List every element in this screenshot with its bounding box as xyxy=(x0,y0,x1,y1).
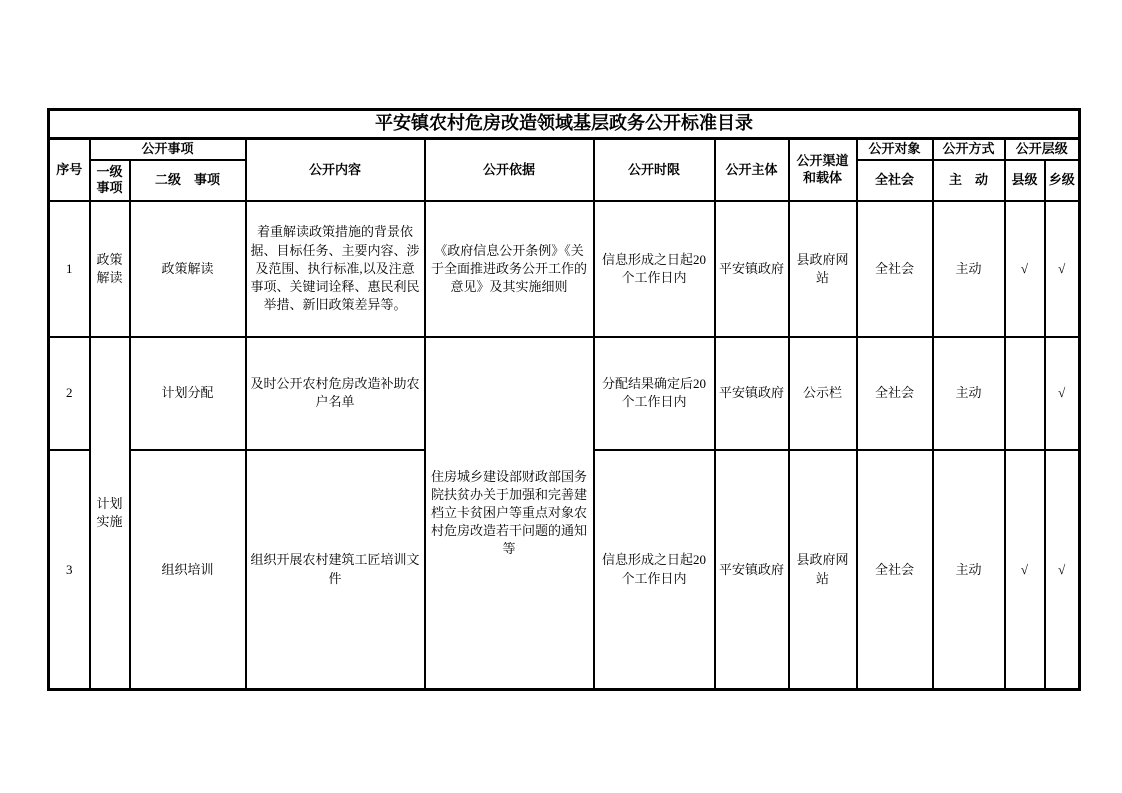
header-items-group: 公开事项 xyxy=(90,139,246,160)
cell-row3-method: 主动 xyxy=(933,450,1005,690)
header-channel: 公开渠道和载体 xyxy=(789,139,857,201)
cell-row1-basis: 《政府信息公开条例》《关于全面推进政务公开工作的意见》及其实施细则 xyxy=(425,201,594,337)
table-row xyxy=(49,201,1080,337)
header-township: 乡级 xyxy=(1045,160,1080,201)
disclosure-standard-table xyxy=(47,108,1081,691)
cell-row1-audience: 全社会 xyxy=(857,201,933,337)
cell-row1-no: 1 xyxy=(49,201,90,337)
cell-row1-level2: 政策解读 xyxy=(130,201,246,337)
cell-row2-township-check: √ xyxy=(1045,337,1080,450)
table-row xyxy=(49,337,1080,450)
header-level2: 二级 事项 xyxy=(130,160,246,201)
cell-row3-content: 组织开展农村建筑工匠培训文件 xyxy=(246,450,425,690)
cell-row3-level2: 组织培训 xyxy=(130,450,246,690)
cell-row1-method: 主动 xyxy=(933,201,1005,337)
cell-row3-no: 3 xyxy=(49,450,90,690)
cell-row2-county-check xyxy=(1005,337,1045,450)
header-county: 县级 xyxy=(1005,160,1045,201)
cell-row3-audience: 全社会 xyxy=(857,450,933,690)
cell-row2-method: 主动 xyxy=(933,337,1005,450)
header-subject: 公开主体 xyxy=(715,139,789,201)
cell-row3-county-check: √ xyxy=(1005,450,1045,690)
header-content: 公开内容 xyxy=(246,139,425,201)
header-level1: 一级事项 xyxy=(90,160,130,201)
cell-row3-subject: 平安镇政府 xyxy=(715,450,789,690)
cell-row1-time-limit: 信息形成之日起20个工作日内 xyxy=(594,201,715,337)
cell-row3-township-check: √ xyxy=(1045,450,1080,690)
cell-row1-level1: 政策解读 xyxy=(90,201,130,337)
cell-row2-basis-merged: 住房城乡建设部财政部国务院扶贫办关于加强和完善建档立卡贫困户等重点对象农村危房改造若干问题的通知等 xyxy=(425,337,594,690)
cell-row1-content: 着重解读政策措施的背景依据、目标任务、主要内容、涉及范围、执行标准,以及注意事项、关键词诠释、惠民利民举措、新旧政策差异等。 xyxy=(246,201,425,337)
header-method: 公开方式 xyxy=(933,139,1005,160)
cell-row1-township-check: √ xyxy=(1045,201,1080,337)
cell-row3-channel: 县政府网站 xyxy=(789,450,857,690)
cell-row3-time-limit: 信息形成之日起20个工作日内 xyxy=(594,450,715,690)
header-method-sub: 主 动 xyxy=(933,160,1005,201)
header-basis: 公开依据 xyxy=(425,139,594,201)
table-title: 平安镇农村危房改造领域基层政务公开标准目录 xyxy=(49,110,1080,139)
cell-row2-level1-merged: 计划实施 xyxy=(90,337,130,690)
cell-row2-no: 2 xyxy=(49,337,90,450)
cell-row2-channel: 公示栏 xyxy=(789,337,857,450)
header-time-limit: 公开时限 xyxy=(594,139,715,201)
cell-row2-subject: 平安镇政府 xyxy=(715,337,789,450)
header-serial: 序号 xyxy=(49,139,90,201)
cell-row1-subject: 平安镇政府 xyxy=(715,201,789,337)
header-audience-sub: 全社会 xyxy=(857,160,933,201)
cell-row2-audience: 全社会 xyxy=(857,337,933,450)
cell-row1-channel: 县政府网站 xyxy=(789,201,857,337)
cell-row1-county-check: √ xyxy=(1005,201,1045,337)
header-level-group: 公开层级 xyxy=(1005,139,1080,160)
cell-row2-content: 及时公开农村危房改造补助农户名单 xyxy=(246,337,425,450)
cell-row2-level2: 计划分配 xyxy=(130,337,246,450)
cell-row2-time-limit: 分配结果确定后20个工作日内 xyxy=(594,337,715,450)
header-audience: 公开对象 xyxy=(857,139,933,160)
